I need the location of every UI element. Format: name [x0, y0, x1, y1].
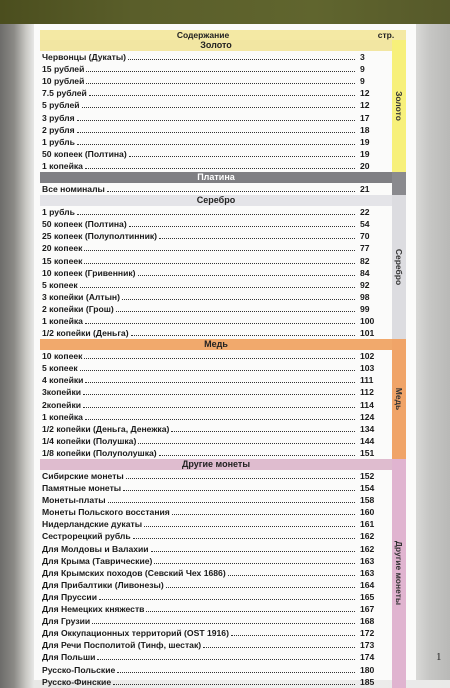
- dot-leader: [131, 335, 355, 336]
- entry-page: 70: [360, 231, 370, 242]
- entry-page: 101: [360, 328, 375, 339]
- entry-name: 1/4 копейки (Полушка): [42, 435, 137, 446]
- entry-page: 9: [360, 76, 365, 87]
- toc-entry[interactable]: [40, 87, 392, 99]
- entry-page: 22: [360, 207, 370, 218]
- entry-name: Сибирские монеты: [42, 471, 124, 481]
- toc-sections: [40, 40, 406, 688]
- entry-page: 77: [360, 243, 370, 254]
- toc-entry[interactable]: [40, 230, 392, 242]
- toc-entry[interactable]: [40, 447, 392, 459]
- toc-entry[interactable]: [40, 362, 392, 374]
- toc-entry[interactable]: [40, 242, 392, 254]
- entry-name: Нидерландские дукаты: [42, 519, 143, 530]
- entry-page: 98: [360, 291, 370, 302]
- toc-entry[interactable]: [40, 651, 392, 663]
- dot-leader: [133, 538, 355, 539]
- entry-page: 134: [360, 423, 375, 434]
- entry-name: 1 копейка: [42, 315, 83, 326]
- entry-page: 180: [360, 664, 375, 675]
- toc-entry[interactable]: [40, 591, 392, 603]
- entry-name: 50 копеек (Полтина): [42, 219, 127, 230]
- toc-entry[interactable]: [40, 267, 392, 279]
- entry-page: 3: [360, 52, 365, 63]
- dot-leader: [129, 226, 355, 227]
- dot-leader: [151, 551, 355, 552]
- toc-entry[interactable]: [40, 148, 392, 160]
- entry-page: 19: [360, 148, 370, 159]
- dot-leader: [154, 563, 355, 564]
- entry-name: 10 копеек: [42, 351, 83, 362]
- dot-leader: [171, 431, 355, 432]
- entry-name: Русско-Финские: [42, 676, 112, 687]
- dot-leader: [166, 587, 355, 588]
- entry-page: 112: [360, 387, 374, 398]
- toc-entry[interactable]: [40, 327, 392, 339]
- dot-leader: [84, 358, 355, 359]
- toc-entry[interactable]: [40, 291, 392, 303]
- entry-name: 3 рубля: [42, 112, 75, 123]
- toc-entry[interactable]: [40, 555, 392, 567]
- entry-page: 151: [360, 447, 375, 458]
- entry-name: Для Немецких княжеств: [42, 604, 145, 615]
- entry-name: 1 рубль: [42, 136, 75, 147]
- toc-entry[interactable]: [40, 542, 392, 554]
- entry-name: 5 копеек: [42, 363, 78, 374]
- entry-page: 154: [360, 483, 375, 494]
- dot-leader: [99, 599, 355, 600]
- section-title: Платина: [40, 172, 392, 183]
- entry-name: Для Пруссии: [42, 591, 97, 602]
- toc-entry[interactable]: [40, 315, 392, 327]
- dot-leader: [116, 311, 355, 312]
- toc-entry[interactable]: [40, 411, 392, 423]
- dot-leader: [77, 120, 355, 121]
- dot-leader: [85, 323, 355, 324]
- section-plat: [40, 172, 406, 195]
- section-title: Медь: [40, 339, 392, 350]
- toc-entry[interactable]: [40, 482, 392, 494]
- entry-page: 18: [360, 124, 370, 135]
- entry-name: 2 рубля: [42, 124, 75, 135]
- entry-page: 84: [360, 267, 370, 278]
- toc-entry[interactable]: [40, 279, 392, 291]
- entry-name: Для Оккупационных территорий (OST 1916): [42, 628, 229, 639]
- entry-name: Монеты-платы: [42, 495, 106, 506]
- dot-leader: [86, 83, 355, 84]
- entry-name: Для Польши: [42, 652, 96, 663]
- entry-name: Червонцы (Дукаты): [42, 52, 127, 63]
- entry-name: Для Крыма (Таврические): [42, 555, 153, 566]
- section-side-tab: [392, 172, 406, 195]
- entry-name: 5 копеек: [42, 279, 78, 290]
- entry-name: Все номиналы: [42, 184, 105, 195]
- side-tab-label: Золото: [394, 91, 404, 121]
- toc-entry[interactable]: [40, 206, 392, 218]
- entry-name: Русско-Польские: [42, 664, 116, 675]
- entry-page: 163: [360, 567, 375, 578]
- entry-page: 54: [360, 219, 370, 230]
- toc-entry[interactable]: [40, 63, 392, 75]
- entry-page: 92: [360, 279, 370, 290]
- entry-page: 163: [360, 555, 375, 566]
- dot-leader: [85, 419, 355, 420]
- entry-page: 111: [360, 375, 374, 386]
- entry-name: 3 копейки (Алтын): [42, 291, 120, 302]
- entry-page: 161: [360, 519, 375, 530]
- dot-leader: [80, 287, 355, 288]
- section-content: [40, 459, 392, 688]
- entry-name: 1 копейка: [42, 411, 83, 422]
- dot-leader: [117, 672, 355, 673]
- entry-page: 21: [360, 184, 370, 195]
- toc-entry[interactable]: [40, 639, 392, 651]
- section-gold: [40, 40, 406, 172]
- section-side-tab: [392, 459, 406, 688]
- entry-name: 25 копеек (Полуполтинник): [42, 231, 158, 242]
- section-content: [40, 195, 392, 339]
- toc-entry[interactable]: [40, 254, 392, 266]
- entry-name: Для Грузии: [42, 616, 91, 627]
- dot-leader: [138, 275, 355, 276]
- entry-name: Памятные монеты: [42, 483, 122, 494]
- entry-page: 100: [360, 315, 375, 326]
- side-tab-label: Медь: [394, 387, 404, 411]
- entry-name: 1/8 копейки (Полуполушка): [42, 447, 157, 458]
- toc-entry[interactable]: [40, 615, 392, 627]
- toc-entry[interactable]: [40, 676, 392, 688]
- toc-entry[interactable]: [40, 75, 392, 87]
- entry-name: 7.5 рублей: [42, 88, 87, 99]
- dot-leader: [86, 71, 355, 72]
- entry-page: 165: [360, 591, 375, 602]
- toc-entry[interactable]: [40, 423, 392, 435]
- section-content: [40, 172, 392, 195]
- section-side-tab: [392, 339, 406, 459]
- entry-page: 9: [360, 64, 365, 75]
- toc-title: Содержание: [176, 30, 230, 40]
- dot-leader: [126, 478, 355, 479]
- entry-page: 124: [360, 411, 375, 422]
- dot-leader: [83, 394, 355, 395]
- toc-entry[interactable]: [40, 530, 392, 542]
- entry-page: 12: [360, 88, 370, 99]
- entry-page: 158: [360, 495, 375, 506]
- toc-entry[interactable]: [40, 567, 392, 579]
- toc-entry[interactable]: [40, 136, 392, 148]
- dot-leader: [92, 623, 355, 624]
- entry-page: 20: [360, 160, 370, 171]
- dot-leader: [228, 575, 355, 576]
- section-content: [40, 40, 392, 172]
- toc-entry[interactable]: [40, 494, 392, 506]
- entry-name: 10 рублей: [42, 76, 85, 87]
- table-of-contents: [40, 30, 406, 688]
- dot-leader: [172, 514, 355, 515]
- dot-leader: [122, 299, 355, 300]
- dot-leader: [83, 407, 355, 408]
- entry-page: 164: [360, 579, 375, 590]
- toc-entry[interactable]: [40, 99, 392, 111]
- dot-leader: [80, 370, 355, 371]
- section-title: Золото: [40, 40, 392, 51]
- entry-name: Монеты Польского восстания: [42, 507, 170, 518]
- dot-leader: [231, 635, 355, 636]
- entry-name: 15 рублей: [42, 64, 85, 75]
- toc-entry[interactable]: [40, 386, 392, 398]
- entry-name: 4 копейки: [42, 375, 84, 386]
- toc-entry[interactable]: [40, 160, 392, 172]
- toc-entry[interactable]: [40, 506, 392, 518]
- toc-entry[interactable]: [40, 183, 392, 195]
- toc-entry[interactable]: [40, 435, 392, 447]
- toc-entry[interactable]: [40, 124, 392, 136]
- toc-entry[interactable]: [40, 603, 392, 615]
- entry-name: 50 копеек (Полтина): [42, 148, 127, 159]
- entry-page: 152: [360, 471, 375, 481]
- dot-leader: [123, 490, 355, 491]
- toc-entry[interactable]: [40, 51, 392, 63]
- entry-page: 174: [360, 652, 375, 663]
- entry-page: 172: [360, 628, 375, 639]
- entry-page: 162: [360, 531, 375, 542]
- entry-name: 15 копеек: [42, 255, 83, 266]
- page-column-label: стр.: [377, 30, 395, 40]
- entry-name: 3копейки: [42, 387, 82, 398]
- dot-leader: [84, 263, 355, 264]
- entry-page: 99: [360, 303, 370, 314]
- top-border-strip: [0, 0, 450, 24]
- dot-leader: [138, 443, 355, 444]
- entry-name: 1 копейка: [42, 160, 83, 171]
- dot-leader: [128, 59, 355, 60]
- section-side-tab: [392, 40, 406, 172]
- toc-entry[interactable]: [40, 374, 392, 386]
- dot-leader: [89, 95, 355, 96]
- section-other: [40, 459, 406, 688]
- section-content: [40, 339, 392, 459]
- entry-name: 2копейки: [42, 399, 82, 410]
- section-side-tab: [392, 195, 406, 339]
- dot-leader: [77, 132, 355, 133]
- entry-name: 1/2 копейки (Деньга, Денежка): [42, 423, 170, 434]
- entry-page: 185: [360, 676, 375, 687]
- entry-page: 144: [360, 435, 375, 446]
- entry-page: 103: [360, 363, 375, 374]
- dot-leader: [113, 684, 355, 685]
- dot-leader: [107, 191, 355, 192]
- toc-entry[interactable]: [40, 470, 392, 482]
- toc-entry[interactable]: [40, 111, 392, 123]
- toc-entry[interactable]: [40, 518, 392, 530]
- entry-page: 167: [360, 604, 375, 615]
- dot-leader: [159, 455, 355, 456]
- entry-page: 173: [360, 640, 375, 651]
- entry-page: 82: [360, 255, 370, 266]
- page-edge-shadow: [416, 24, 450, 680]
- dot-leader: [77, 214, 355, 215]
- section-title: Серебро: [40, 195, 392, 206]
- side-tab-label: Серебро: [394, 248, 404, 286]
- entry-name: Для Прибалтики (Ливонезы): [42, 579, 164, 590]
- entry-page: 102: [360, 351, 375, 362]
- entry-name: 10 копеек (Гривенник): [42, 267, 136, 278]
- entry-page: 168: [360, 616, 375, 627]
- entry-name: 20 копеек: [42, 243, 83, 254]
- entry-page: 160: [360, 507, 375, 518]
- toc-header: [40, 30, 406, 40]
- toc-entry[interactable]: [40, 663, 392, 675]
- toc-entry[interactable]: [40, 303, 392, 315]
- section-title: Другие монеты: [40, 459, 392, 470]
- entry-page: 19: [360, 136, 370, 147]
- entry-name: 1 рубль: [42, 207, 75, 218]
- side-tab-label: Другие монеты: [394, 541, 404, 606]
- section-copper: [40, 339, 406, 459]
- toc-entry[interactable]: [40, 398, 392, 410]
- section-silver: [40, 195, 406, 339]
- dot-leader: [203, 647, 355, 648]
- entry-page: 12: [360, 100, 370, 111]
- toc-entry[interactable]: [40, 218, 392, 230]
- entry-page: 17: [360, 112, 370, 123]
- page-number: 1: [436, 651, 442, 663]
- dot-leader: [146, 611, 355, 612]
- dot-leader: [97, 659, 355, 660]
- entry-name: Сестрорецкий рубль: [42, 531, 131, 542]
- entry-name: Для Крымских походов (Севский Чех 1686): [42, 567, 226, 578]
- dot-leader: [82, 107, 355, 108]
- dot-leader: [84, 250, 355, 251]
- dot-leader: [159, 238, 355, 239]
- entry-name: Для Речи Посполитой (Тинф, шестак): [42, 640, 202, 651]
- dot-leader: [144, 526, 355, 527]
- entry-page: 162: [360, 543, 375, 554]
- dot-leader: [129, 156, 355, 157]
- entry-name: 5 рублей: [42, 100, 80, 111]
- toc-entry[interactable]: [40, 579, 392, 591]
- dot-leader: [77, 144, 355, 145]
- entry-name: Для Молдовы и Валахии: [42, 543, 149, 554]
- toc-entry[interactable]: [40, 627, 392, 639]
- entry-page: 114: [360, 399, 374, 410]
- dot-leader: [108, 502, 355, 503]
- entry-name: 2 копейки (Грош): [42, 303, 114, 314]
- toc-entry[interactable]: [40, 350, 392, 362]
- entry-name: 1/2 копейки (Деньга): [42, 328, 129, 339]
- dot-leader: [85, 382, 355, 383]
- dot-leader: [85, 168, 355, 169]
